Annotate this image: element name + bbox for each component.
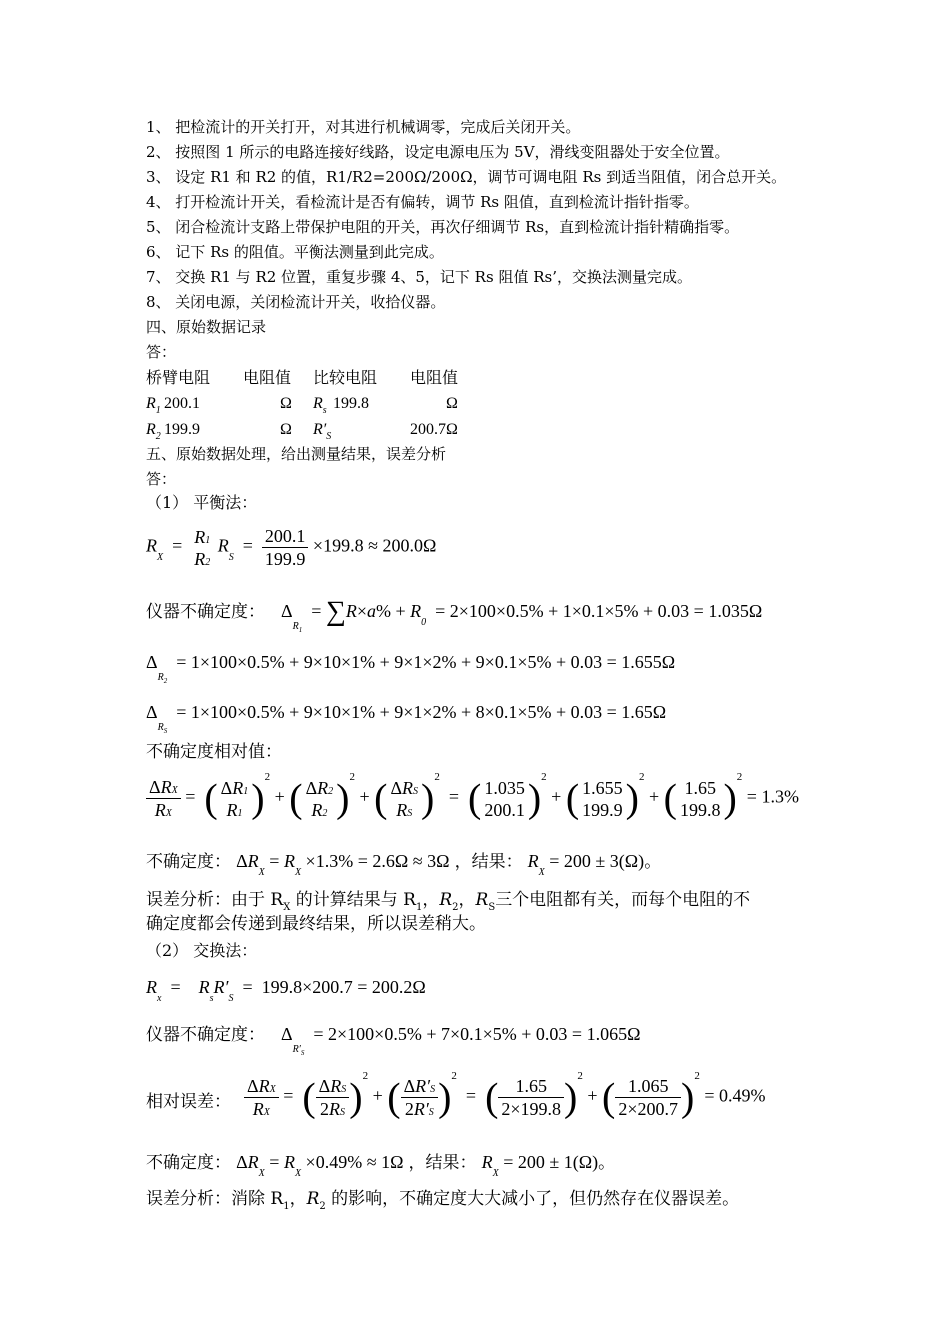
subsection-heading: （2） 交换法： [146, 941, 258, 960]
answer-label: 答： [146, 470, 177, 488]
table-cell: 200.1 [164, 395, 200, 412]
table-cell: $R_s$ [313, 395, 327, 416]
relative-uncertainty-label: 不确定度相对值： [146, 742, 282, 762]
formula-delta-r1: $\Delta_{R_1} = \sum R\times a\% + R_0 = 2\times 100\times 0.5\% + 1\times 0.1\times 5\% + 0.03 = 1.035\Omega$ [281, 596, 763, 634]
table-header: 桥臂电阻 [146, 368, 211, 387]
inst-uncertainty-label: 仪器不确定度： [146, 1025, 265, 1045]
step-item: 5、 闭合检流计支路上带保护电阻的开关，再次仔细调节 Rs，直到检流计指针精确指零。 [146, 218, 740, 236]
step-item: 6、 记下 Rs 的阻值。平衡法测量到此完成。 [146, 243, 444, 261]
error-analysis-exchange: 误差分析：消除 $R_1$，$R_2$ 的影响，不确定度大大减小了，但仍然存在仪器误差。 [146, 1189, 740, 1212]
formula-rx-balance: $R_X$ = R1 R2 $R_S$ = $\frac{200.1}{199.9}$ ×199.8 ≈ 200.0Ω [146, 526, 437, 569]
step-item: 2、 按照图 1 所示的电路连接好线路，设定电源电压为 5V，滑线变阻器处于安全位置。 [146, 143, 730, 161]
relative-error-label: 相对误差： [146, 1092, 231, 1112]
step-item: 1、 把检流计的开关打开，对其进行机械调零，完成后关闭开关。 [146, 118, 581, 136]
subsection-heading: （1） 平衡法： [146, 493, 258, 512]
error-analysis-balance-line2: 确定度都会传递到最终结果，所以误差稍大。 [146, 914, 486, 934]
table-cell: $R_1$ [146, 395, 161, 416]
table-header: 电阻值 [410, 368, 459, 387]
error-analysis-balance: 误差分析：由于 $R_X$ 的计算结果与 $R_1$，$R_2$，$R_S$三个电阻都有关，而每个电阻的不 [146, 890, 751, 913]
formula-relative-balance: $\frac{\text{ΔRX}}{RX}$ = ( ΔR1 R1 )$^2$ + ( ΔR2 R2 )$^2$ + ( ΔRS RS )$^2$ = ( 1.035 200.1 )$^2$ + ( 1.655 199.9 )$^2$ + ( 1.65 199.8 )$^2$ = 1.3% [146, 778, 799, 819]
uncertainty-result-exchange: 不确定度： $\Delta R_X = R_X \times 0.49\% \approx 1\Omega$ ，结果： $R_X = 200 \pm 1(\Omega)$。 [146, 1152, 616, 1179]
formula-relative-exchange: $\frac{\text{ΔRX}}{RX}$ = ( $\frac{\text{ΔRS}}{2RS}$ )$^2$ + ( $\frac{\Delta R'S}{2R'S}$ )$^2$ = ( $\frac{1.65}{2\times 199.8}$ )$^2$ + ( $\frac{1.065}{2\times 200.7}$ )$^2$ = 0.49% [244, 1077, 766, 1118]
table-cell: Ω [280, 421, 292, 438]
table-cell: Ω [446, 395, 458, 412]
step-item: 3、 设定 R1 和 R2 的值，R1/R2=200Ω/200Ω，调节可调电阻 Rs 到适当阻值，闭合总开关。 [146, 168, 787, 186]
table-header: 电阻值 [243, 368, 292, 387]
table-header: 比较电阻 [313, 368, 378, 387]
table-cell: 199.8 [333, 395, 369, 412]
uncertainty-result-balance: 不确定度： $\Delta R_X = R_X \times 1.3\% = 2.6\Omega \approx 3\Omega$ ，结果： $R_X = 200 \pm 3(\Omega)$。 [146, 851, 662, 878]
step-item: 7、 交换 R1 与 R2 位置，重复步骤 4、5，记下 Rs 阻值 Rs’，交换法测量完成。 [146, 268, 692, 286]
table-cell: 199.9 [164, 421, 200, 438]
table-cell: $R'_S$ [313, 421, 332, 442]
table-cell: 200.7Ω [410, 421, 458, 438]
formula-delta-rs-prime: $\Delta_{R'_S} = 2\times 100\times 0.5\% + 7\times 0.1\times 5\% + 0.03 = 1.065\Omega$ [281, 1024, 641, 1057]
formula-delta-rs: $\Delta_{R_S} = 1\times 100\times 0.5\% + 9\times 10\times 1\% + 9\times 1\times 2\% + 8\times 0.1\times 5\% + 0.03 = 1.65\Omega$ [146, 702, 667, 735]
section-heading: 四、原始数据记录 [146, 318, 267, 336]
step-item: 8、 关闭电源，关闭检流计开关，收拾仪器。 [146, 293, 446, 311]
formula-delta-r2: $\Delta_{R_2} = 1\times 100\times 0.5\% + 9\times 10\times 1\% + 9\times 1\times 2\% + 9\times 0.1\times 5\% + 0.03 = 1.655\Omega$ [146, 652, 676, 685]
table-cell: $R_2$ [146, 421, 161, 442]
table-cell: Ω [280, 395, 292, 412]
step-item: 4、 打开检流计开关，看检流计是否有偏转，调节 Rs 阻值，直到检流计指针指零。 [146, 193, 699, 211]
inst-uncertainty-label: 仪器不确定度： [146, 602, 265, 622]
section-heading: 五、原始数据处理，给出测量结果，误差分析 [146, 445, 447, 463]
answer-label: 答： [146, 343, 177, 361]
formula-rx-exchange: $R_x$ = $R_sR'_S = 199.8\times 200.7 = 200.2\Omega$ [146, 977, 426, 1004]
